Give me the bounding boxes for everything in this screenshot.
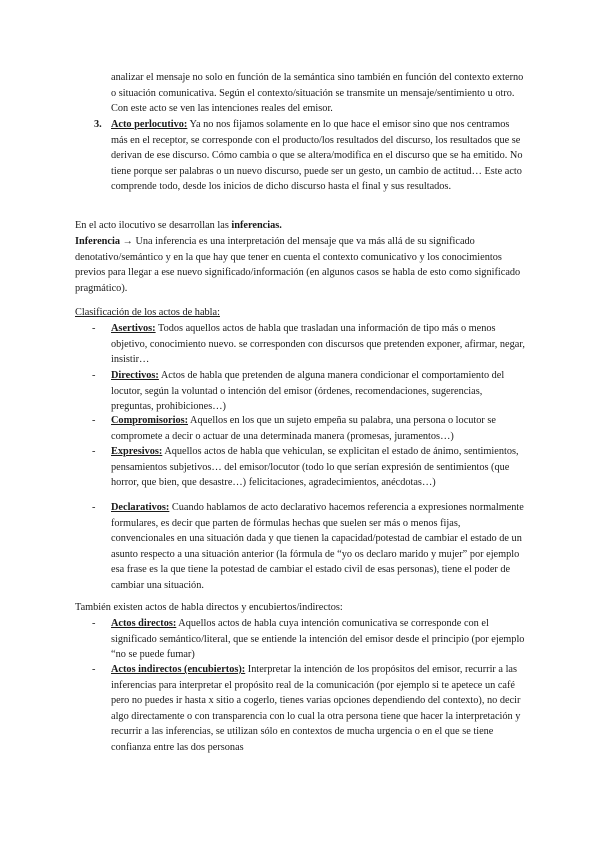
bullet-dash: -	[92, 323, 96, 334]
item-term: Declarativos:	[111, 502, 170, 513]
continuation-paragraph: analizar el mensaje no solo en función de la semántica sino también en función del contexto externo o situación comunicativa. Según el contexto/situación se transmite un mensaje/sentimiento u otro. Con este acto se ven las intenciones reales del emisor.	[111, 72, 524, 115]
inferencias-intro-bold: inferencias.	[231, 220, 282, 231]
item-number: 3.	[94, 119, 102, 130]
item-term: Compromisorios:	[111, 415, 189, 426]
bullet-dash: -	[92, 502, 96, 513]
list-item	[111, 616, 525, 663]
list-item	[111, 662, 525, 756]
item-text: Actos de habla que pretenden de alguna manera condicionar el comportamiento del locutor, según la voluntad o intención del emisor (órdenes, recomendaciones, sugerencias, preguntas, prohibiciones…)	[111, 370, 505, 413]
list-item	[111, 500, 525, 594]
clasificacion-heading: Clasificación de los actos de habla:	[75, 307, 220, 318]
perlocutivo-term: Acto perlocutivo:	[111, 119, 188, 130]
item-term: Asertivos:	[111, 323, 156, 334]
item-text: Aquellos actos de habla que vehiculan, se explicitan el estado de ánimo, sentimientos, pensamientos subjetivos… del emisor/locutor (todo lo que serían expresión de sentimientos (que horror, que bien, que desastre…) felicitaciones, agradecimientos, anécdotas…)	[111, 446, 519, 489]
item-term: Expresivos:	[111, 446, 163, 457]
item-text: Interpretar la intención de los propósitos del emisor, recurrir a las inferencias para interpretar el propósito real de la comunicación (por ejemplo si te apetece un café pero no puedes ir hasta x sitio a cogerlo, tienes varias opciones dependiendo del contexto), no decir algo directamente o con transparencia con lo cual la otra persona tiene que hacer la interpretación y recurrir a las inferencias, se utilizan sólo en contextos de mucha urgencia o en el que se tiene confianza entre las dos personas	[111, 664, 521, 753]
list-item	[111, 368, 525, 415]
inferencia-term: Inferencia	[75, 236, 120, 247]
perlocutivo-text: Ya no nos fijamos solamente en lo que hace el emisor sino que nos centramos más en el receptor, se corresponde con el producto/los resultados del discurso, los resultados que se derivan de ese discurso. Cómo cambia o que se altera/modifica en el discurso que se ha emitido. No tiene porque ser palabras o un nuevo discurso, puede ser un gesto, un cambio de actitud… Este acto comprende todo, desde los inicios de dicho discurso hasta el final y sus resultados.	[111, 119, 523, 193]
bullet-dash: -	[92, 664, 96, 675]
inferencias-intro	[75, 218, 530, 234]
bullet-dash: -	[92, 618, 96, 629]
item-text: Todos aquellos actos de habla que trasladan una información de tipo más o menos objetivo, conocimiento nuevo. se corresponden con discursos que pretenden exponer, afirmar, negar, insistir…	[111, 323, 525, 366]
list-item	[111, 444, 525, 491]
item-term: Actos indirectos (encubiertos):	[111, 664, 246, 675]
item-text: Aquellos en los que un sujeto empeña su palabra, una persona o locutor se compromete a decir o actuar de una determinada manera (promesas, juramentos…)	[111, 415, 497, 442]
inferencia-definition	[75, 234, 530, 296]
bullet-dash: -	[92, 446, 96, 457]
item-term: Directivos:	[111, 370, 159, 381]
item-text: Cuando hablamos de acto declarativo hacemos referencia a expresiones normalmente formulares, es decir que parten de fórmulas hechas que suelen ser más o menos fijas, convencionales en una situación dada y que tienen la capacidad/potestad de cambiar el estado de un asunto respecto a una situación anterior (la fórmula de “yo os declaro marido y mujer” por ejemplo esa frase es la que tiene la potestad de cambiar el estado civil de esas personas), tiene el poder de cambiar una situación.	[111, 502, 524, 591]
perlocutivo-paragraph	[111, 117, 525, 195]
bullet-dash: -	[92, 415, 96, 426]
list-item	[111, 321, 525, 368]
directos-heading: También existen actos de habla directos y encubiertos/indirectos:	[75, 602, 343, 613]
bullet-dash: -	[92, 370, 96, 381]
inferencias-intro-text: En el acto ilocutivo se desarrollan las	[75, 220, 232, 231]
list-item	[111, 413, 525, 444]
inferencia-text: Una inferencia es una interpretación del mensaje que va más allá de su significado denotativo/semántico y en la que hay que tener en cuenta el contexto comunicativo y los conocimientos previos para llegar a ese nuevo significado/información (en algunos casos se habla de esto como significado pragmático).	[75, 236, 521, 294]
item-term: Actos directos:	[111, 618, 177, 629]
item-text: Aquellos actos de habla cuya intención comunicativa se corresponde con el significado semántico/literal, que se entiende la intención del emisor desde el principio (por ejemplo “no se puede fumar)	[111, 618, 525, 661]
arrow-icon: →	[120, 236, 136, 247]
